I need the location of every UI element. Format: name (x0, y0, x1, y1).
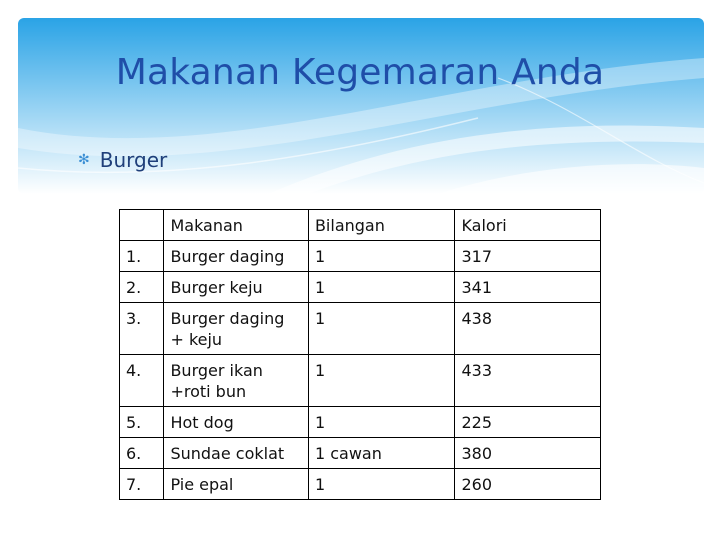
table-cell: 5. (120, 407, 164, 438)
table-cell: 1 (308, 407, 455, 438)
asterisk-bullet-icon: ✻ (78, 152, 90, 168)
table-cell: Burger daging + keju (164, 303, 309, 355)
table-cell: 7. (120, 469, 164, 500)
table-cell: Burger ikan +roti bun (164, 355, 309, 407)
table-cell: 1. (120, 241, 164, 272)
table-row (120, 241, 601, 272)
header-cell: Kalori (455, 210, 601, 241)
table-cell: 260 (455, 469, 601, 500)
table-cell: Pie epal (164, 469, 309, 500)
bullet-item (78, 148, 167, 172)
table-cell: 1 (308, 303, 455, 355)
table-cell: Burger keju (164, 272, 309, 303)
header-cell: Makanan (164, 210, 309, 241)
table-cell: 3. (120, 303, 164, 355)
table-cell: Hot dog (164, 407, 309, 438)
table-cell: 341 (455, 272, 601, 303)
table-cell: 2. (120, 272, 164, 303)
table-row (120, 272, 601, 303)
table-header-row (120, 210, 601, 241)
table-cell: 1 (308, 355, 455, 407)
table-row (120, 355, 601, 407)
table-row (120, 303, 601, 355)
table-cell: 317 (455, 241, 601, 272)
header-cell: Bilangan (308, 210, 455, 241)
table-cell: Sundae coklat (164, 438, 309, 469)
table-cell: 1 (308, 272, 455, 303)
table-cell: 4. (120, 355, 164, 407)
calorie-table (119, 209, 601, 500)
bullet-text: Burger (99, 148, 168, 172)
table-cell: 433 (455, 355, 601, 407)
table-row (120, 407, 601, 438)
table-row (120, 438, 601, 469)
table-row (120, 469, 601, 500)
table-cell: 380 (455, 438, 601, 469)
table-cell: Burger daging (164, 241, 309, 272)
slide-title: Makanan Kegemaran Anda (115, 52, 605, 93)
table-cell: 1 (308, 469, 455, 500)
header-cell (120, 210, 164, 241)
table-cell: 6. (120, 438, 164, 469)
table-cell: 1 (308, 241, 455, 272)
table-cell: 1 cawan (308, 438, 455, 469)
table-cell: 438 (455, 303, 601, 355)
table-cell: 225 (455, 407, 601, 438)
